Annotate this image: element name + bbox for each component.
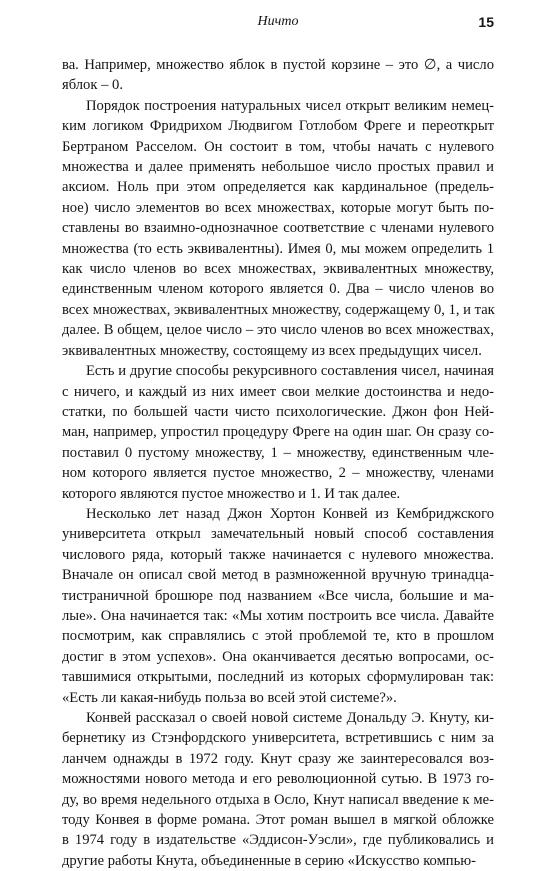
paragraph bbox=[62, 708, 494, 871]
paragraph bbox=[62, 361, 494, 504]
text-line: поставил 0 пустому множеству, 1 – множеству, единственным чле- bbox=[62, 444, 494, 461]
paragraph bbox=[62, 55, 494, 96]
text-line: тоду Конвея в форме романа. Этот роман вышел в мягкой обложке bbox=[62, 812, 494, 829]
text-line: аксиом. Ноль при этом определяется как кардинальное (предель- bbox=[62, 179, 494, 196]
text-line: далее. В общем, целое число – это число членов во всех множествах, bbox=[62, 322, 494, 339]
text-line: числового ряда, который также начинается с нулевого множества. bbox=[62, 546, 494, 563]
text-line: достиг в этом успехов». Она оканчивается десятью вопросами, ос- bbox=[62, 648, 494, 665]
text-line: можностями нового метода и его революционной сутью. В 1973 го- bbox=[62, 771, 494, 788]
text-line: ном которого является пустое множество, 2 – множеству, членами bbox=[62, 465, 494, 482]
text-line: Конвей рассказал о своей новой системе Дональду Э. Кнуту, ки- bbox=[86, 710, 494, 726]
text-line: тистраничной брошюре под названием «Все числа, большие и ма- bbox=[62, 587, 494, 604]
text-line: которого являются пустое множество и 1. И так далее. bbox=[62, 485, 401, 502]
text-line: ким логиком Фридрихом Людвигом Готлобом Фреге и переоткрыт bbox=[62, 118, 494, 135]
text-line: Бертраном Расселом. Он состоит в том, чтобы начать с нулевого bbox=[62, 138, 494, 155]
text-line: Есть и другие способы рекурсивного составления чисел, начиная bbox=[86, 363, 494, 380]
text-line: как число членов во всех множествах, эквивалентных множеству, bbox=[62, 261, 494, 278]
text-line: множества и далее применять небольшое число простых правил и bbox=[62, 159, 494, 176]
text-line: эквивалентных множеству, состоящему из всех предыдущих чисел. bbox=[62, 342, 482, 359]
page-number: 15 bbox=[478, 14, 494, 30]
text-line: множества (то есть эквивалентны). Имея 0, мы можем определить 1 bbox=[62, 240, 494, 257]
text-line: всех множествах, эквивалентных множеству, содержащему 0, 1, и так bbox=[62, 301, 495, 318]
paragraph bbox=[62, 504, 494, 708]
text-line: бернетику из Стэнфордского университета, встретившись с ним за bbox=[62, 730, 494, 747]
text-line: ставлены во взаимно-однозначное соответствие с членами нулевого bbox=[62, 220, 494, 237]
text-line: ланчем однажды в 1972 году. Кнут сразу же заинтересовался воз- bbox=[62, 750, 494, 767]
text-line: единственным членом которого является 0. Два – число членов во bbox=[62, 281, 494, 298]
text-line: посмотрим, как справлялись с этой проблемой те, кто в прошлом bbox=[62, 628, 494, 645]
text-line: другие работы Кнута, объединенные в серию «Искусство компью- bbox=[62, 852, 477, 869]
text-line: «Есть ли какая-нибудь польза во всей этой системе?». bbox=[62, 689, 397, 706]
text-line: лые». Она начинается так: «Мы хотим построить все числа. Давайте bbox=[62, 607, 494, 624]
text-line: ное) число элементов во всех множествах, которые могут быть по- bbox=[62, 199, 494, 216]
text-line: Вначале он описал свой метод в размноженной вручную тринадца- bbox=[62, 567, 494, 584]
text-line: статки, по большей части чисто психологические. Джон фон Ней- bbox=[62, 403, 494, 420]
paragraph bbox=[62, 96, 494, 361]
text-line: Несколько лет назад Джон Хортон Конвей из Кембриджского bbox=[86, 505, 494, 522]
text-line: ман, например, упростил процедуру Фреге на один шаг. Он сразу со- bbox=[62, 424, 494, 441]
text-line: университета открыл замечательный новый способ составления bbox=[62, 526, 494, 543]
text-line: яблок – 0. bbox=[62, 77, 123, 94]
body-text bbox=[62, 55, 494, 871]
text-line: в 1974 году в издательстве «Эддисон-Уэсли», где публиковались и bbox=[62, 832, 494, 849]
running-header bbox=[62, 14, 494, 36]
chapter-title: Ничто bbox=[257, 14, 299, 29]
text-line: ва. Например, множество яблок в пустой корзине – это ∅, а число bbox=[62, 57, 494, 73]
text-line: Порядок построения натуральных чисел открыт великим немец- bbox=[86, 97, 494, 114]
text-line: тавшимися открытыми, последний из которых сформулирован так: bbox=[62, 669, 494, 686]
text-line: с ничего, и каждый из них имеет свои мелкие достоинства и недо- bbox=[62, 383, 494, 400]
text-line: ду, во время недельного отдыха в Осло, Кнут написал введение к ме- bbox=[62, 791, 494, 808]
